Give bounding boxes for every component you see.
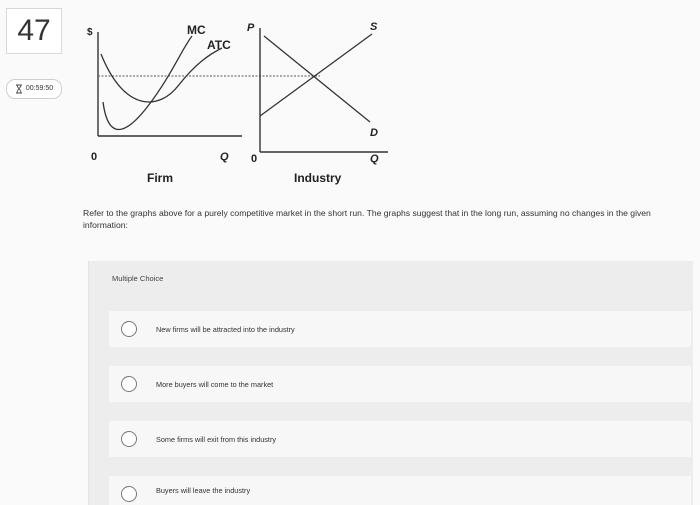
firm-origin: 0 [91, 151, 98, 163]
industry-title: Industry [294, 171, 342, 185]
timer [6, 79, 62, 99]
option-2[interactable] [109, 366, 691, 402]
radio-button-icon[interactable] [121, 431, 137, 447]
option-text: Some firms will exit from this industry [156, 434, 277, 444]
radio-button-icon[interactable] [121, 376, 137, 392]
hourglass-icon [15, 84, 23, 94]
timer-value: 00:59:50 [25, 85, 54, 92]
atc-label: ATC [207, 38, 231, 52]
radio-button-icon[interactable] [121, 321, 137, 337]
mc-label: MC [187, 23, 206, 37]
market-graphs [70, 14, 400, 194]
demand-line [264, 36, 370, 122]
question-number: 47 [6, 8, 62, 54]
option-text: More buyers will come to the market [156, 379, 274, 389]
option-1[interactable] [109, 311, 691, 347]
industry-x-axis-label: Q [370, 153, 379, 165]
option-3[interactable] [109, 421, 691, 457]
option-text: New firms will be attracted into the industry [156, 324, 295, 334]
multiple-choice-panel [88, 261, 693, 505]
firm-x-axis-label: Q [220, 151, 229, 163]
supply-label: S [370, 21, 378, 33]
option-4[interactable] [109, 476, 691, 505]
firm-title: Firm [147, 171, 174, 185]
atc-curve [101, 48, 222, 102]
demand-label: D [370, 127, 378, 139]
multiple-choice-label: Multiple Choice [112, 274, 164, 283]
question-prompt: Refer to the graphs above for a purely competitive market in the short run. The graphs suggest that in the long run, assuming no changes in the given information: [83, 208, 651, 230]
firm-y-axis-label: $ [87, 27, 93, 38]
industry-origin: 0 [251, 153, 258, 165]
option-text: Buyers will leave the industry [156, 486, 251, 495]
radio-button-icon[interactable] [121, 486, 137, 502]
industry-y-axis-label: P [247, 22, 255, 34]
